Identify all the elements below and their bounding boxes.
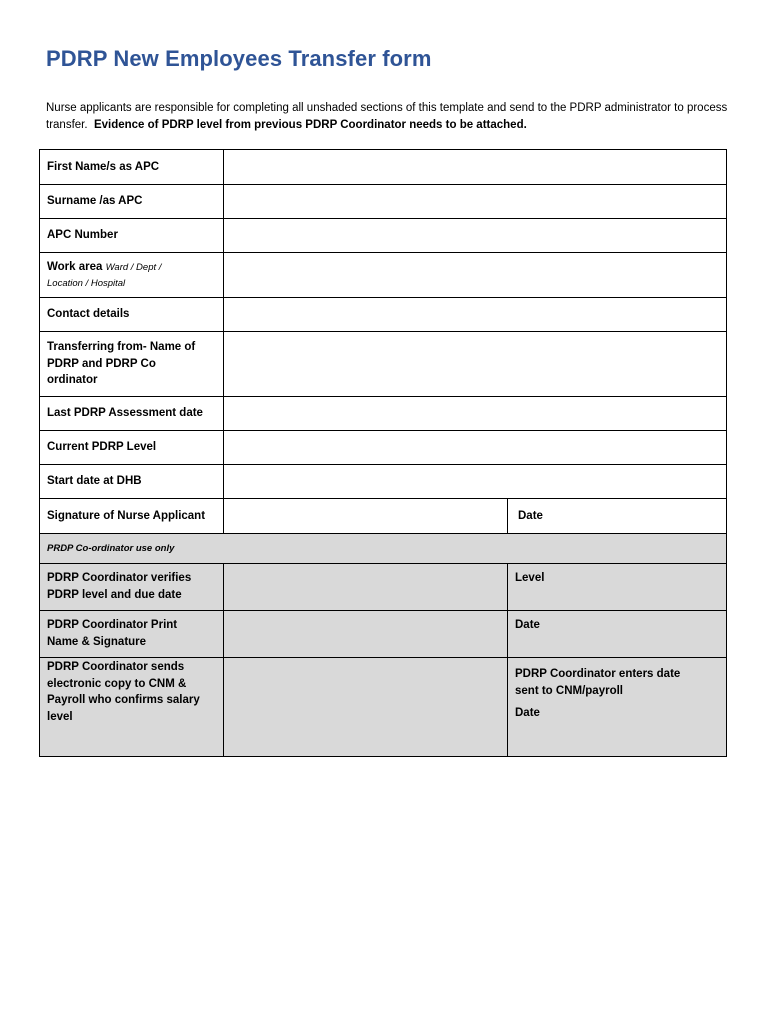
signature-label: Signature of Nurse Applicant	[40, 499, 224, 534]
start-date-field[interactable]	[224, 465, 727, 499]
print-date-label: Date	[515, 619, 540, 631]
form-title: PDRP New Employees Transfer form	[46, 46, 432, 71]
intro-text: Nurse applicants are responsible for completing all unshaded sections of this template and send to the PDRP administrator to process transfer.	[46, 102, 728, 131]
current-level-label: Current PDRP Level	[40, 431, 224, 465]
transferring-label-cell	[40, 332, 224, 397]
print-label-line2: Name & Signature	[47, 635, 147, 648]
row-transferring	[40, 332, 727, 397]
verifies-field[interactable]	[224, 564, 508, 611]
level-label: Level	[515, 572, 545, 584]
verifies-label-line1: PDRP Coordinator verifies	[47, 572, 192, 584]
work-area-field[interactable]	[224, 253, 727, 298]
print-label-cell	[40, 611, 224, 658]
start-date-label: Start date at DHB	[40, 465, 224, 499]
row-first-name	[40, 150, 727, 185]
surname-field[interactable]	[224, 185, 727, 219]
contact-label: Contact details	[40, 298, 224, 332]
row-coordinator-sends	[40, 658, 727, 757]
verifies-label-cell	[40, 564, 224, 611]
sends-label-line2: electronic copy to CNM &	[47, 677, 187, 690]
row-surname	[40, 185, 727, 219]
last-assessment-label: Last PDRP Assessment date	[40, 397, 224, 431]
row-signature	[40, 499, 727, 534]
row-last-assessment	[40, 397, 727, 431]
sends-label-cell	[40, 658, 224, 757]
intro-paragraph	[46, 100, 736, 134]
surname-label: Surname /as APC	[40, 185, 224, 219]
intro-bold-text: Evidence of PDRP level from previous PDRP Coordinator needs to be attached.	[93, 119, 527, 131]
last-assessment-field[interactable]	[224, 397, 727, 431]
sends-label-line4: level	[47, 710, 73, 723]
work-area-label-cell	[40, 253, 224, 298]
transferring-field[interactable]	[224, 332, 727, 397]
transferring-label-line2: PDRP and PDRP Co	[47, 357, 156, 370]
sends-label-line3: Payroll who confirms salary	[47, 694, 200, 706]
row-current-level	[40, 431, 727, 465]
enters-date-cell[interactable]	[508, 658, 727, 757]
transfer-form-table	[39, 149, 727, 757]
work-area-label: Work area	[47, 260, 103, 273]
work-area-hint: Ward / Dept /	[105, 261, 162, 273]
enters-label-line1: PDRP Coordinator enters date	[515, 668, 681, 680]
contact-field[interactable]	[224, 298, 727, 332]
apc-number-field[interactable]	[224, 219, 727, 253]
signature-field[interactable]	[224, 499, 508, 534]
current-level-field[interactable]	[224, 431, 727, 465]
signature-date-field[interactable]	[508, 499, 727, 534]
first-name-field[interactable]	[224, 150, 727, 185]
sends-label-line1: PDRP Coordinator sends	[47, 661, 185, 673]
print-signature-field[interactable]	[224, 611, 508, 658]
transferring-label-line3: ordinator	[47, 374, 98, 387]
verifies-label-line2: PDRP level and due date	[47, 588, 182, 601]
row-start-date	[40, 465, 727, 499]
transferring-label-line1: Transferring from- Name of	[47, 341, 196, 354]
first-name-label: First Name/s as APC	[40, 150, 224, 185]
row-contact	[40, 298, 727, 332]
print-label-line1: PDRP Coordinator Print	[47, 619, 178, 631]
work-area-hint-line2: Location / Hospital	[47, 278, 126, 289]
row-coordinator-verifies	[40, 564, 727, 611]
apc-number-label: APC Number	[40, 219, 224, 253]
level-field[interactable]	[508, 564, 727, 611]
coordinator-section-header: PRDP Co-ordinator use only	[40, 534, 727, 564]
print-date-field[interactable]	[508, 611, 727, 658]
row-work-area	[40, 253, 727, 298]
signature-date-label: Date	[518, 509, 543, 522]
row-coordinator-print	[40, 611, 727, 658]
enters-label-line2: sent to CNM/payroll	[515, 684, 623, 697]
row-coordinator-header	[40, 534, 727, 564]
row-apc-number	[40, 219, 727, 253]
sends-field[interactable]	[224, 658, 508, 757]
enters-date-label: Date	[515, 707, 540, 719]
